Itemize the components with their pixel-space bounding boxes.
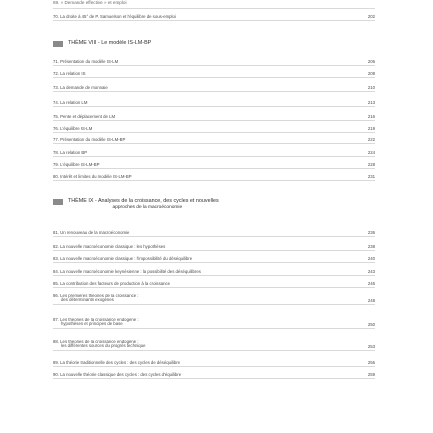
toc-line[interactable] — [53, 109, 375, 121]
toc-label: 74. La relation LM — [53, 100, 88, 105]
toc-line[interactable] — [53, 145, 375, 157]
toc-label-line-1: 88. Les théories de la croissance endogène : — [53, 339, 139, 344]
toc-line[interactable] — [53, 157, 375, 169]
toc-label: 77. Présentation du modèle IS-LM-BP — [53, 137, 126, 142]
toc-label-line-1: 87. Les théories de la croissance endogène : — [53, 317, 139, 322]
toc-label: 76. L'équilibre IS-LM — [53, 126, 93, 131]
toc-page-number: 206 — [367, 59, 375, 64]
toc-page-number: 228 — [367, 162, 375, 167]
toc-line[interactable] — [53, 239, 375, 251]
toc-cut-line — [53, 0, 375, 9]
toc-label: 85. La contribution des facteurs de production à la croissance — [53, 281, 171, 286]
theme-viii-title: THÈME VIII - Le modèle IS-LM-BP — [68, 40, 152, 46]
toc-line[interactable] — [53, 132, 375, 144]
toc-label: 83. La nouvelle macroéconomie classique : l'impossibilité du déséquilibre — [53, 256, 193, 261]
toc-page-number: 222 — [367, 137, 375, 142]
toc-line[interactable] — [53, 314, 375, 329]
toc-page-number: 236 — [367, 230, 375, 235]
toc-label: 79. L'équilibre IS-LM-BP — [53, 162, 100, 167]
toc-label: 71. Présentation du modèle IS-LM — [53, 59, 119, 64]
toc-label: 73. La demande de monnaie — [53, 85, 108, 90]
toc-label-line-2: les différentes sources du progrès technique — [61, 343, 146, 349]
toc-label: 82. La nouvelle macroéconomie classique : les hypothèses — [53, 244, 166, 249]
toc-line[interactable] — [53, 80, 375, 92]
toc-page-number: 238 — [367, 244, 375, 249]
toc-label-line-2: hypothèses et principes de base — [61, 321, 123, 327]
toc-label: 72. La relation IS — [53, 71, 86, 76]
toc-line[interactable] — [53, 290, 375, 305]
theme-square-icon — [53, 41, 63, 47]
theme-square-icon — [53, 199, 63, 205]
toc-line-70[interactable] — [53, 9, 375, 21]
toc-label — [53, 340, 361, 350]
toc-page-number: 246 — [367, 281, 375, 286]
toc-label-line-2: des déterminants exogènes — [61, 297, 114, 303]
toc-label: 81. Un renouveau de la macroéconomie — [53, 230, 130, 235]
toc-label: 78. La relation BP — [53, 150, 88, 155]
theme-ix-title: THÈME IX - Analyses de la croissance, des cycles et nouvelles — [68, 198, 219, 204]
toc-label: 80. Intérêt et limites du modèle IS-LM-BP — [53, 174, 132, 179]
toc-line[interactable] — [53, 367, 375, 379]
toc-label — [53, 318, 361, 328]
toc-label-line-1: 86. Les premières théories de la croissance : — [53, 293, 139, 298]
toc-page-number: 231 — [367, 174, 375, 179]
toc-label: 89. La théorie traditionnelle des cycles : des cycles de déséquilibre — [53, 360, 181, 365]
toc-page-number: 256 — [367, 360, 375, 365]
toc-line[interactable] — [53, 54, 375, 66]
toc-page-number: 210 — [367, 85, 375, 90]
theme-ix-heading — [53, 199, 375, 210]
toc-label — [53, 294, 361, 304]
toc-line[interactable] — [53, 169, 375, 181]
toc-line[interactable] — [53, 95, 375, 107]
toc-page-number: 213 — [367, 100, 375, 105]
toc-label: 90. La nouvelle théorie classique des cycles : des cycles d'équilibre — [53, 372, 182, 377]
toc-label: 84. La nouvelle macroéconomie keynésienne : la possibilité des déséquilibres — [53, 269, 201, 274]
toc-label: 70. La droite à 45° de P. Samuelson et l'équilibre de sous-emploi — [53, 14, 176, 19]
toc-page-number: 253 — [367, 344, 375, 349]
toc-line[interactable] — [53, 264, 375, 276]
theme-viii-heading — [53, 41, 375, 47]
theme-ix-title-block — [68, 199, 219, 210]
toc-cut-label: 69. « Demande effective » et emploi — [53, 0, 127, 5]
toc-page-number: 202 — [367, 14, 375, 19]
theme-ix-subtitle: approches de la macroéconomie — [112, 204, 183, 210]
toc-line[interactable] — [53, 251, 375, 263]
toc-line[interactable] — [53, 336, 375, 351]
toc-page-number: 224 — [367, 150, 375, 155]
toc-page-number: 208 — [367, 71, 375, 76]
toc-line[interactable] — [53, 66, 375, 78]
toc-page-number: 248 — [367, 298, 375, 303]
toc-page-number: 240 — [367, 256, 375, 261]
toc-label: 75. Pente et déplacement de LM — [53, 114, 116, 119]
toc-line[interactable] — [53, 276, 375, 288]
toc-page-number: 243 — [367, 269, 375, 274]
toc-line[interactable] — [53, 225, 375, 237]
toc-page-number: 250 — [367, 322, 375, 327]
toc-page-number: 259 — [367, 372, 375, 377]
toc-page-number: 216 — [367, 114, 375, 119]
toc-page-number: 219 — [367, 126, 375, 131]
toc-line[interactable] — [53, 355, 375, 367]
